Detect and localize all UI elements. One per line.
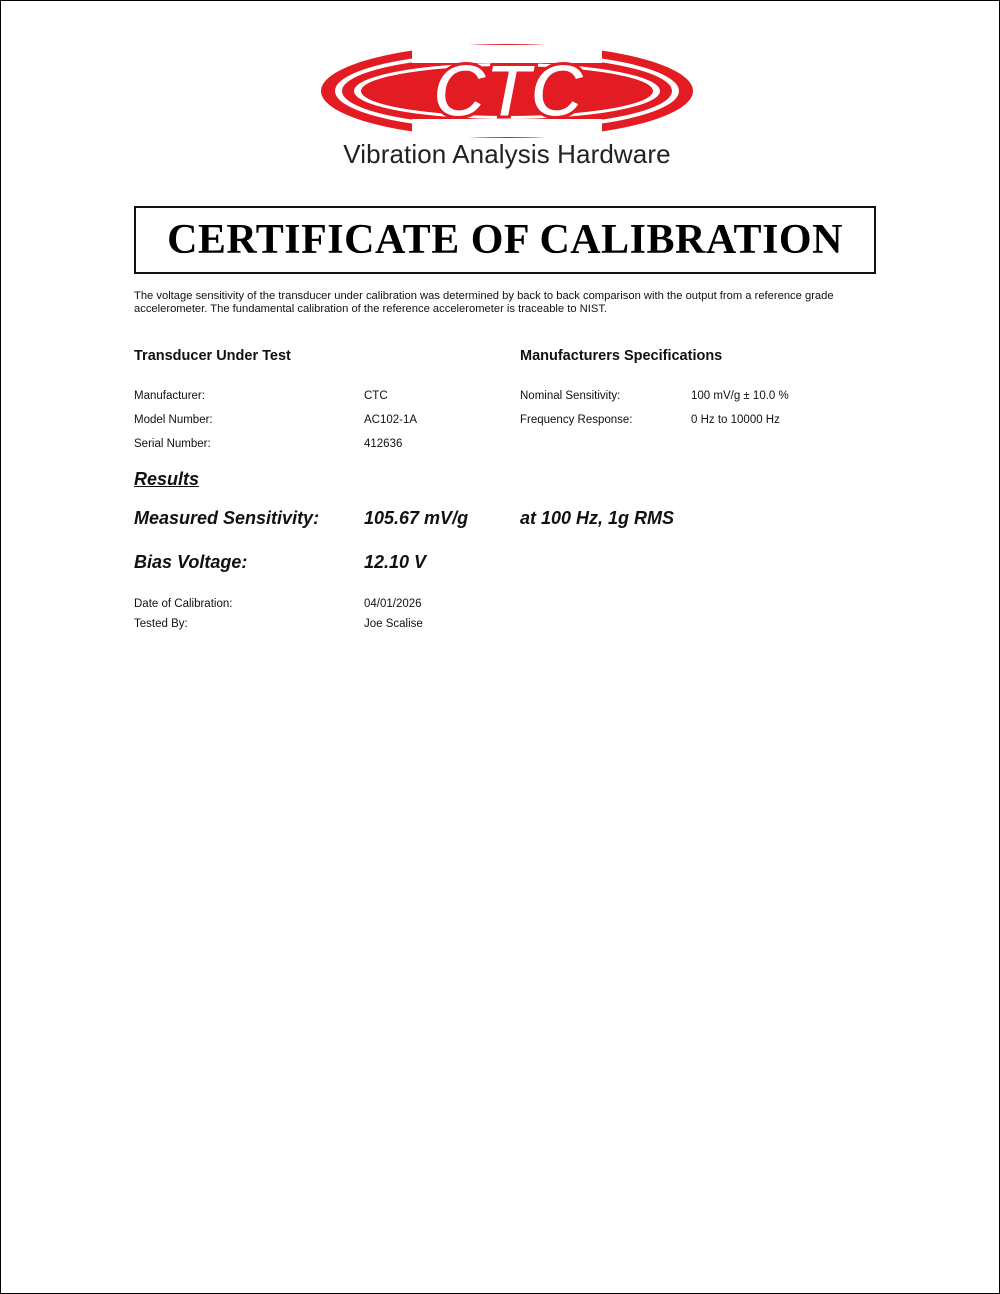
intro-paragraph: The voltage sensitivity of the transducer under calibration was determined by back to back comparison with the output from a reference grade accelerometer. The fundamental calibration of the reference accelerometer is traceable to NIST. [134,290,834,315]
tested-by-value: Joe Scalise [364,618,423,630]
serial-value: 412636 [364,438,403,450]
transducer-heading: Transducer Under Test [134,348,291,364]
certificate-title: CERTIFICATE OF CALIBRATION [167,217,843,263]
specs-heading: Manufacturers Specifications [520,348,723,364]
manufacturer-label: Manufacturer: [134,390,205,402]
nominal-sensitivity-value: 100 mV/g ± 10.0 % [691,390,789,402]
tested-by-label: Tested By: [134,618,188,630]
title-box [134,206,876,274]
model-label: Model Number: [134,414,213,426]
bias-voltage-value: 12.10 V [364,552,427,572]
results-heading: Results [134,469,200,489]
calibration-date-value: 04/01/2026 [364,598,422,610]
ctc-logo [317,41,697,181]
measured-condition: at 100 Hz, 1g RMS [520,508,675,528]
ctc-logo-text: CTC [431,49,583,134]
serial-label: Serial Number: [134,438,211,450]
logo-tagline: Vibration Analysis Hardware [343,139,671,169]
model-value: AC102-1A [364,414,418,426]
measured-sensitivity-value: 105.67 mV/g [364,508,469,528]
frequency-response-label: Frequency Response: [520,414,633,426]
bias-voltage-label: Bias Voltage: [134,552,248,572]
measured-sensitivity-label: Measured Sensitivity: [134,508,320,528]
nominal-sensitivity-label: Nominal Sensitivity: [520,390,621,402]
manufacturer-value: CTC [364,390,388,402]
frequency-response-value: 0 Hz to 10000 Hz [691,414,780,426]
ctc-logo-mark [317,41,697,141]
calibration-date-label: Date of Calibration: [134,598,233,610]
